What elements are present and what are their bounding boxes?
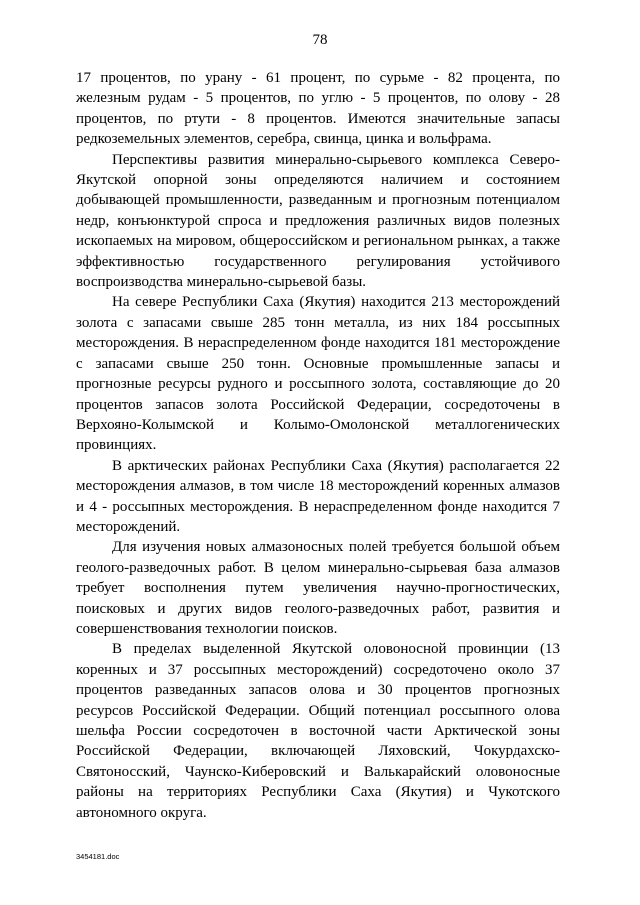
footer-filename: 3454181.doc (76, 852, 120, 861)
paragraph-continuation: 17 процентов, по урану - 61 процент, по сурьме - 82 процента, по железным рудам - 5 процентов, по углю - 5 процентов, по олову - 28 процентов, по ртути - 8 процентов. Имеются значительные запасы редкоземельных элементов, серебра, свинца, цинка и вольфрама. (76, 70, 560, 148)
paragraph-tin-province: В пределах выделенной Якутской оловоносной провинции (13 коренных и 37 россыпных месторождений) сосредоточено около 37 процентов разведанных запасов олова и 30 процентов прогнозных ресурсов Российской Федерации. Общий потенциал россыпного олова шельфа России сосредоточен в восточной части Арктической зоны Российской Федерации, включающей Ляховский, Чокурдахско-Святоносский, Чаунско-Киберовский и Валькарайский оловоносные районы на территориях Республики Саха (Якутия) и Чукотского автономного округа. (76, 641, 560, 821)
paragraph-diamond-deposits: В арктических районах Республики Саха (Якутия) располагается 22 месторождения алмазов, в том числе 18 месторождений коренных алмазов и 4 - россыпных месторождения. В нераспределенном фонде находится 7 месторождений. (76, 457, 560, 535)
document-body (76, 68, 560, 823)
page-number: 78 (312, 32, 328, 48)
paragraph-gold-deposits: На севере Республики Саха (Якутия) находится 213 месторождений золота с запасами свыше 285 тонн металла, из них 184 россыпных месторождения. В нераспределенном фонде находится 181 месторождение с запасами свыше 250 тонн. Основные промышленные запасы и прогнозные ресурсы рудного и россыпного золота, составляющие до 20 процентов запасов золота Российской Федерации, сосредоточены в Верхояно-Колымской и Колымо-Омолонской металлогенических провинциях. (76, 294, 560, 454)
paragraph-diamond-exploration: Для изучения новых алмазоносных полей требуется большой объем геолого-разведочных работ. В целом минерально-сырьевая база алмазов требует восполнения путем увеличения научно-прогностических, поисковых и других видов геолого-разведочных работ, развития и совершенствования технологии поисков. (76, 539, 560, 637)
paragraph-development-prospects: Перспективы развития минерально-сырьевого комплекса Северо-Якутской опорной зоны определяются наличием и состоянием добывающей промышленности, разведанным и прогнозным потенциалом недр, конъюнктурой спроса и предложения различных видов полезных ископаемых на мировом, общероссийском и региональном рынках, а также эффективностью государственного регулирования устойчивого воспроизводства минерально-сырьевой базы. (76, 151, 560, 291)
